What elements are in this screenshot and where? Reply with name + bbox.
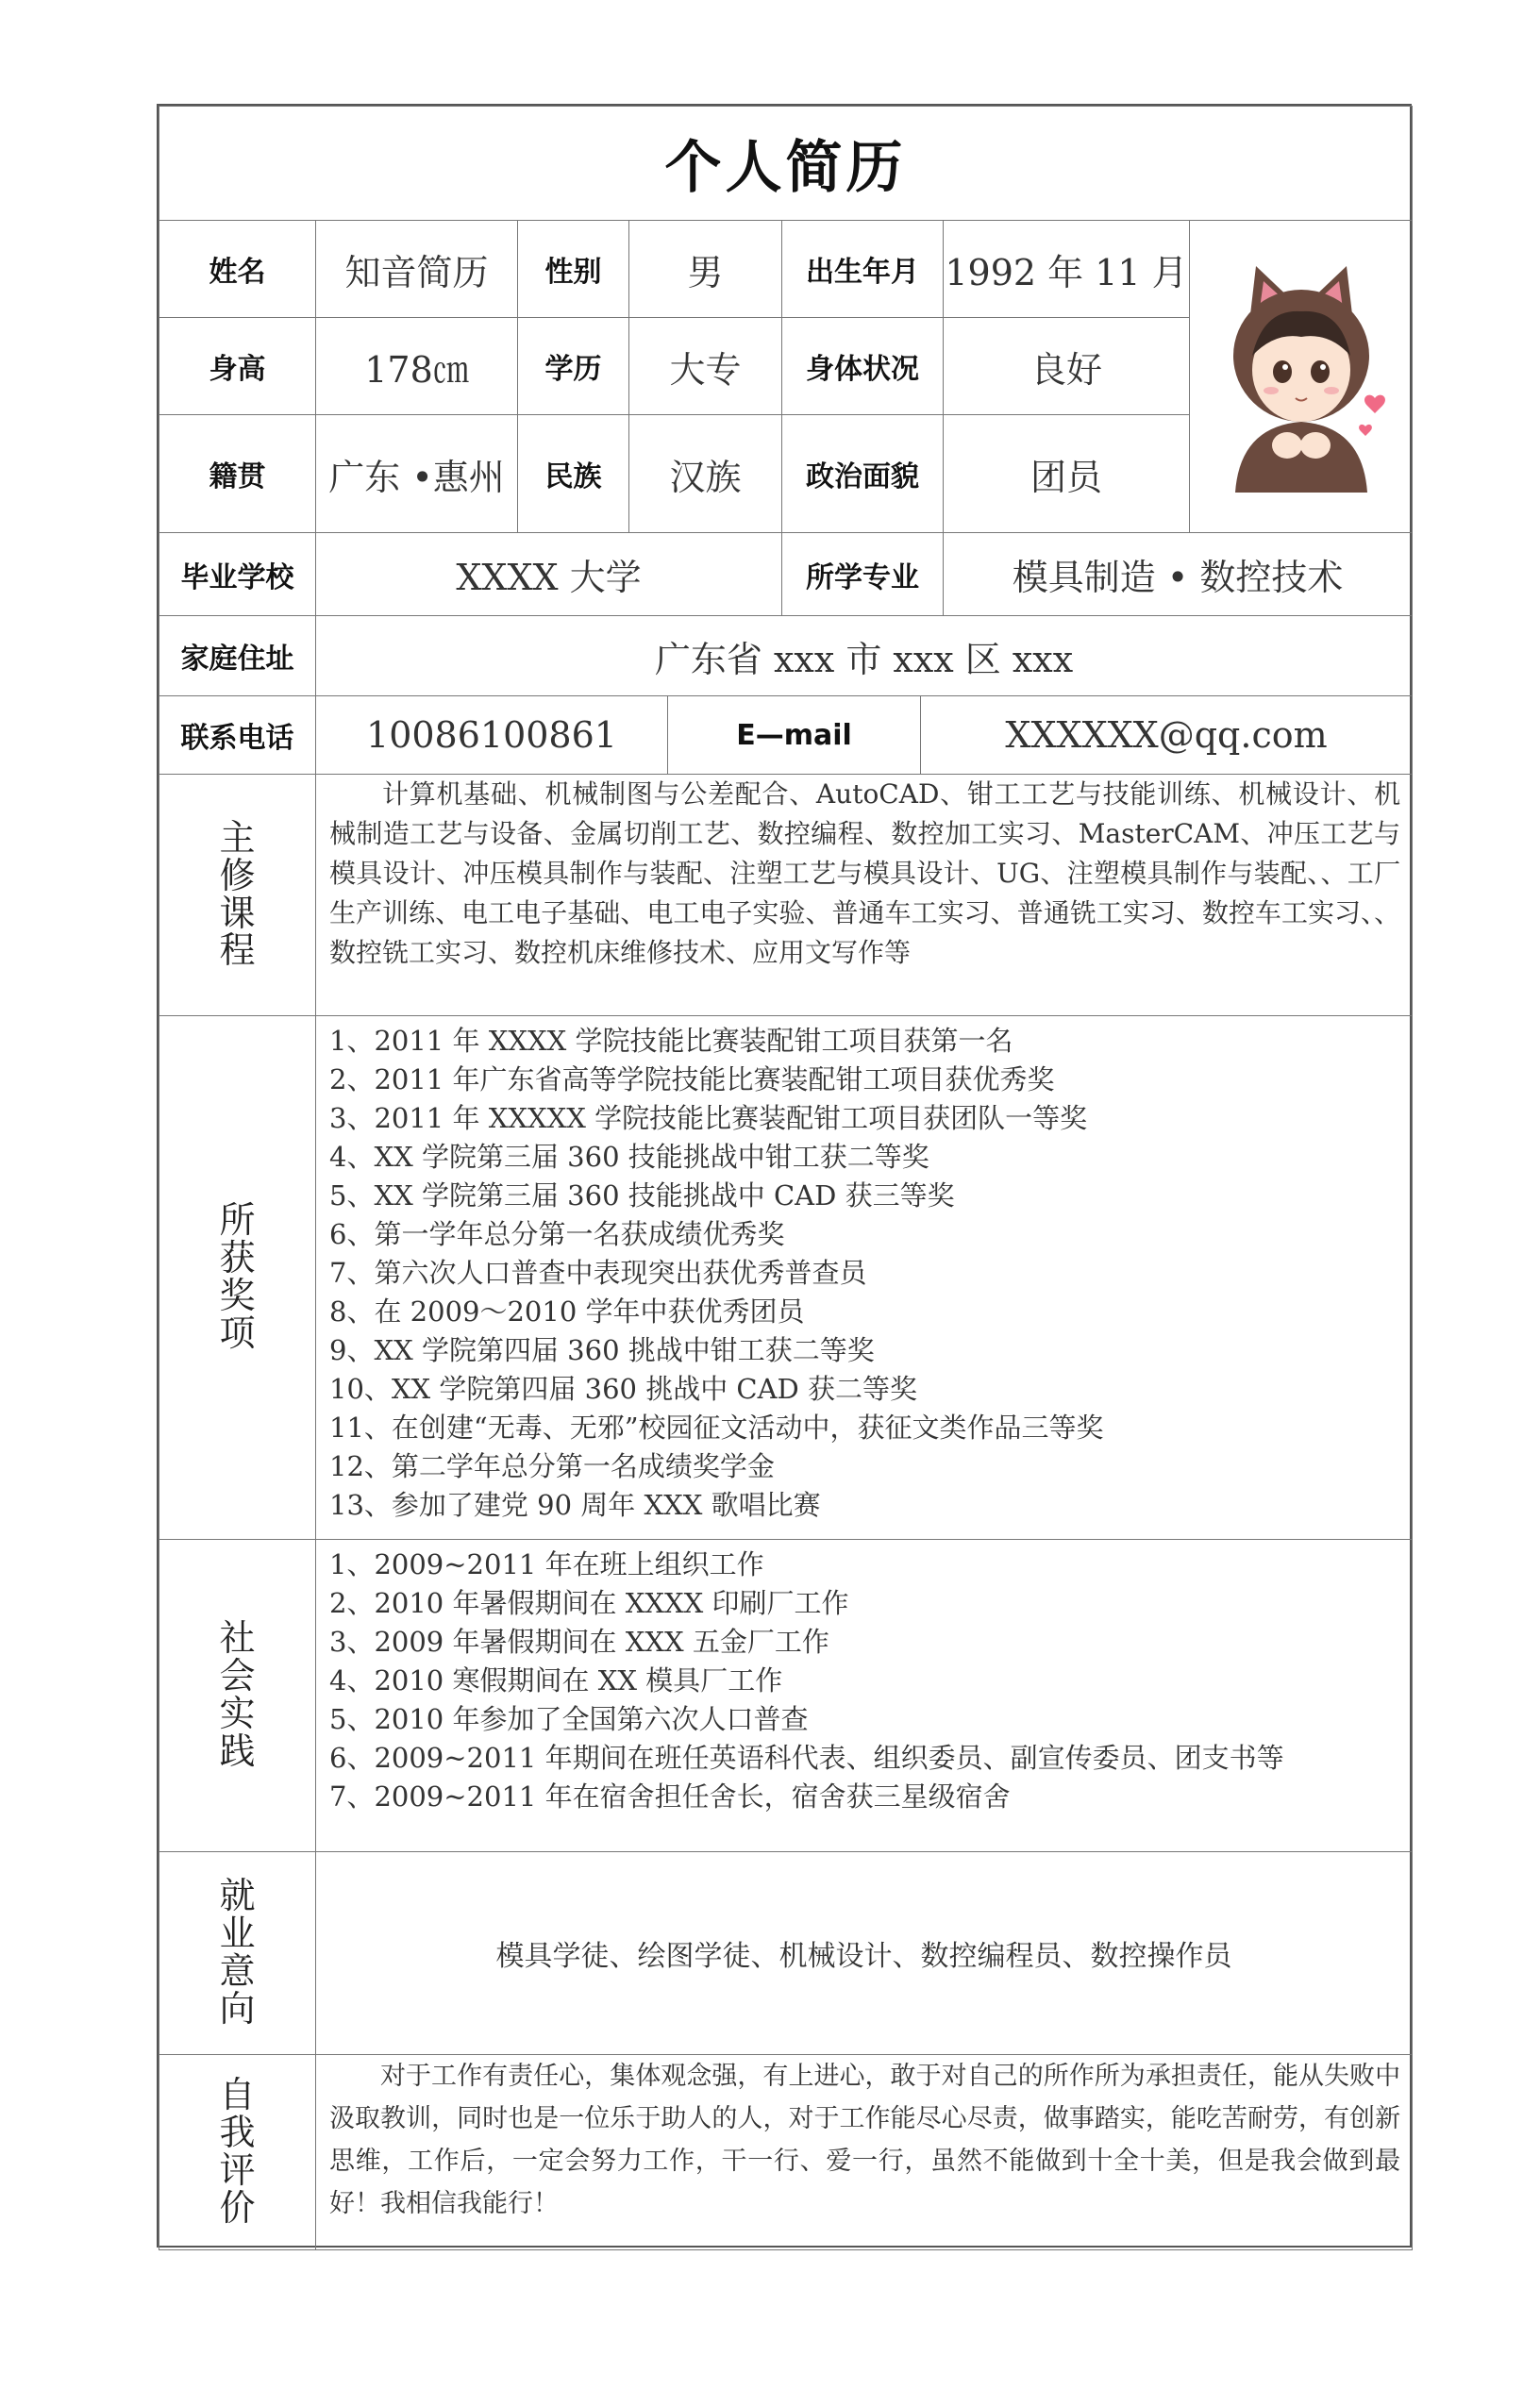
intent-label-char: 业 [219, 1913, 256, 1955]
intent-label-char: 就 [219, 1875, 256, 1917]
name-label: 姓名 [159, 221, 316, 318]
resume-sheet [157, 104, 1412, 2248]
resume-table [159, 106, 1413, 2250]
self-label-char: 我 [219, 2112, 256, 2154]
intent-text: 模具学徒、绘图学徒、机械设计、数控编程员、数控操作员 [316, 1852, 1413, 2055]
list-item: 2、2010 年暑假期间在 XXXX 印刷厂工作 [329, 1587, 849, 1619]
courses-label-char: 课 [219, 892, 256, 934]
list-item: 7、第六次人口普查中表现突出获优秀普查员 [329, 1257, 867, 1289]
gender-value: 男 [629, 221, 782, 318]
major-label: 所学专业 [782, 533, 944, 616]
list-item: 12、第二学年总分第一名成绩奖学金 [329, 1450, 775, 1482]
courses-label-char: 主 [219, 816, 256, 859]
self-label-char: 价 [219, 2186, 256, 2229]
page-title: 个人简历 [159, 107, 1413, 221]
height-value: 178㎝ [316, 318, 518, 415]
practice-label-char: 实 [219, 1693, 256, 1734]
list-item: 1、2009~2011 年在班上组织工作 [329, 1548, 764, 1580]
avatar [1207, 257, 1396, 493]
list-item: 6、2009~2011 年期间在班任英语科代表、组织委员、副宣传委员、团支书等 [329, 1742, 1284, 1774]
list-item: 2、2011 年广东省高等学院技能比赛装配钳工项目获优秀奖 [329, 1063, 1055, 1095]
self-label-char: 评 [219, 2149, 256, 2191]
list-item: 4、XX 学院第三届 360 技能挑战中钳工获二等奖 [329, 1141, 929, 1173]
address-label: 家庭住址 [159, 616, 316, 696]
awards-label-char: 获 [219, 1237, 256, 1279]
major-value: 模具制造 • 数控技术 [944, 533, 1413, 616]
courses-label-char: 修 [219, 854, 256, 896]
ethnic-value: 汉族 [629, 415, 782, 533]
political-value: 团员 [944, 415, 1190, 533]
awards-label-char: 所 [219, 1199, 256, 1242]
political-label: 政治面貌 [782, 415, 944, 533]
self-label-char: 自 [219, 2074, 256, 2116]
phone-value: 10086100861 [316, 696, 668, 775]
edu-label: 学历 [518, 318, 629, 415]
health-value: 良好 [944, 318, 1190, 415]
intent-label-char: 意 [219, 1950, 256, 1992]
awards-label-char: 项 [219, 1312, 256, 1354]
list-item: 5、2010 年参加了全国第六次人口普查 [329, 1703, 809, 1735]
list-item: 6、第一学年总分第一名获成绩优秀奖 [329, 1218, 785, 1250]
intent-label-char: 向 [219, 1987, 256, 2030]
practice-label-char: 践 [219, 1730, 256, 1772]
awards-label-char: 奖 [219, 1275, 256, 1316]
list-item: 9、XX 学院第四届 360 挑战中钳工获二等奖 [329, 1334, 875, 1366]
awards-label [159, 1016, 316, 1540]
native-label: 籍贯 [159, 415, 316, 533]
height-label: 身高 [159, 318, 316, 415]
practice-list [316, 1540, 1413, 1852]
list-item: 3、2009 年暑假期间在 XXX 五金厂工作 [329, 1626, 829, 1658]
birth-label: 出生年月 [782, 221, 944, 318]
email-value: XXXXXX@qq.com [921, 696, 1413, 775]
health-label: 身体状况 [782, 318, 944, 415]
list-item: 7、2009~2011 年在宿舍担任舍长，宿舍获三星级宿舍 [329, 1780, 1011, 1813]
intent-label [159, 1852, 316, 2055]
practice-label-char: 会 [219, 1655, 256, 1697]
list-item: 3、2011 年 XXXXX 学院技能比赛装配钳工项目获团队一等奖 [329, 1102, 1088, 1134]
birth-value: 1992 年 11 月 [944, 221, 1190, 318]
phone-label: 联系电话 [159, 696, 316, 775]
list-item: 5、XX 学院第三届 360 技能挑战中 CAD 获三等奖 [329, 1179, 955, 1212]
courses-label-char: 程 [219, 929, 256, 972]
gender-label: 性别 [518, 221, 629, 318]
list-item: 10、XX 学院第四届 360 挑战中 CAD 获二等奖 [329, 1373, 918, 1405]
courses-label [159, 775, 316, 1016]
name-value: 知音简历 [316, 221, 518, 318]
practice-label [159, 1540, 316, 1852]
school-value: XXXX 大学 [316, 533, 782, 616]
school-label: 毕业学校 [159, 533, 316, 616]
list-item: 1、2011 年 XXXX 学院技能比赛装配钳工项目获第一名 [329, 1025, 1013, 1057]
address-value: 广东省 xxx 市 xxx 区 xxx [316, 616, 1413, 696]
courses-text: 计算机基础、机械制图与公差配合、AutoCAD、钳工工艺与技能训练、机械设计、机械制造工艺与设备、金属切削工艺、数控编程、数控加工实习、MasterCAM、冲压工艺与模具设计、冲压模具制作与装配、注塑工艺与模具设计、UG、注塑模具制作与装配、、工厂生产训练、电工电子基础、电工电子实验、普通车工实习、普通铣工实习、数控车工实习、、数控铣工实习、数控机床维修技术、应用文写作等 [316, 775, 1413, 1016]
practice-label-char: 社 [219, 1617, 256, 1660]
native-value: 广东 •惠州 [316, 415, 518, 533]
awards-list [316, 1016, 1413, 1540]
edu-value: 大专 [629, 318, 782, 415]
list-item: 13、参加了建党 90 周年 XXX 歌唱比赛 [329, 1489, 821, 1521]
list-item: 4、2010 寒假期间在 XX 模具厂工作 [329, 1664, 783, 1696]
list-item: 8、在 2009～2010 学年中获优秀团员 [329, 1295, 805, 1328]
photo-cell [1190, 221, 1413, 533]
email-label: E—mail [668, 696, 921, 775]
ethnic-label: 民族 [518, 415, 629, 533]
list-item: 11、在创建“无毒、无邪”校园征文活动中，获征文类作品三等奖 [329, 1412, 1104, 1444]
self-text: 对于工作有责任心，集体观念强，有上进心，敢于对自己的所作所为承担责任，能从失败中汲取教训，同时也是一位乐于助人的人，对于工作能尽心尽责，做事踏实，能吃苦耐劳，有创新思维，工作后，一定会努力工作，干一行、爱一行，虽然不能做到十全十美，但是我会做到最好！我相信我能行！ [316, 2055, 1413, 2250]
self-label [159, 2055, 316, 2250]
